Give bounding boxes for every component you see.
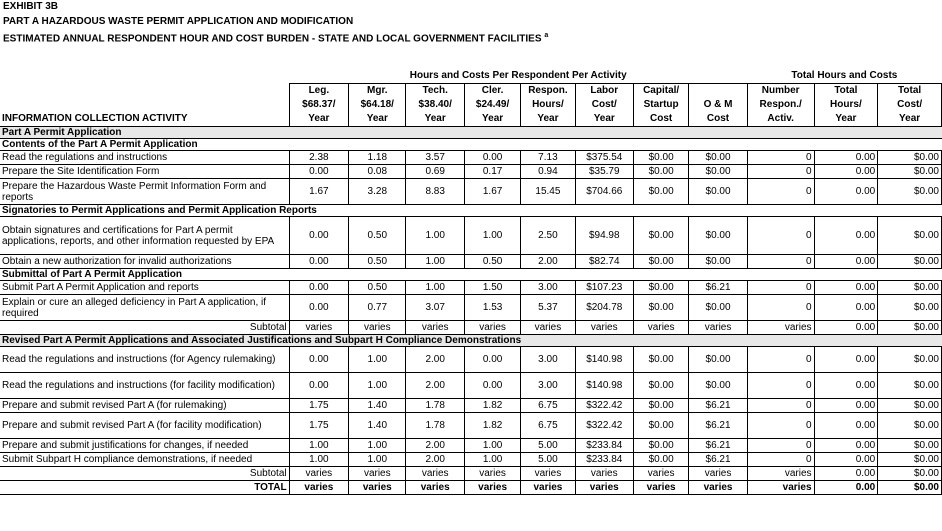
total-hours-cell: 0.00: [814, 295, 878, 321]
capital-cost-cell: $0.00: [633, 439, 688, 453]
leg-hours-cell: 0.00: [289, 217, 348, 255]
total-hours-cell: 0.00: [814, 347, 878, 373]
capital-cost-cell: $0.00: [633, 281, 688, 295]
activity-label: Prepare and submit revised Part A (for facility modification): [0, 413, 289, 439]
table-row: [0, 165, 942, 179]
om-cost-cell: varies: [689, 321, 747, 335]
leg-hours-cell: varies: [289, 467, 348, 481]
tech-hours-cell: 2.00: [406, 453, 464, 467]
col-total-cost-h3: Year: [878, 112, 942, 127]
cler-hours-cell: 1.53: [464, 295, 520, 321]
labor-cost-cell: varies: [575, 481, 633, 495]
table-row: [0, 413, 942, 439]
labor-cost-cell: $82.74: [575, 255, 633, 269]
col-mgr-h1: Mgr.: [349, 84, 406, 99]
total-cost-cell: $0.00: [878, 217, 942, 255]
tech-hours-cell: 1.00: [406, 255, 464, 269]
col-number-h1: Number: [747, 84, 814, 99]
respondent-hours-cell: 2.00: [521, 255, 575, 269]
leg-hours-cell: 0.00: [289, 295, 348, 321]
tech-hours-cell: 3.07: [406, 295, 464, 321]
total-cost-cell: $0.00: [878, 399, 942, 413]
col-tech-h1: Tech.: [406, 84, 464, 99]
total-cost-cell: $0.00: [878, 281, 942, 295]
mgr-hours-cell: varies: [349, 467, 406, 481]
leg-hours-cell: 0.00: [289, 165, 348, 179]
number-respondents-cell: varies: [747, 321, 814, 335]
activity-label: Prepare the Hazardous Waste Permit Information Form and reports: [0, 179, 289, 205]
capital-cost-cell: $0.00: [633, 255, 688, 269]
total-hours-cell: 0.00: [814, 373, 878, 399]
total-cost-cell: $0.00: [878, 295, 942, 321]
leg-hours-cell: 0.00: [289, 347, 348, 373]
total-cost-cell: $0.00: [878, 151, 942, 165]
col-total-hours-h3: Year: [814, 112, 878, 127]
cler-hours-cell: 0.17: [464, 165, 520, 179]
mgr-hours-cell: 1.00: [349, 439, 406, 453]
capital-cost-cell: $0.00: [633, 347, 688, 373]
col-total-hours-h2: Hours/: [814, 98, 878, 112]
footnote-mark: a: [544, 32, 549, 39]
column-header-row-3: [0, 112, 942, 127]
number-respondents-cell: 0: [747, 179, 814, 205]
col-respon-h1: Respon.: [521, 84, 575, 99]
cler-hours-cell: 0.00: [464, 347, 520, 373]
col-activity-header: INFORMATION COLLECTION ACTIVITY: [2, 113, 188, 124]
total-hours-cell: 0.00: [814, 165, 878, 179]
total-hours-cell: 0.00: [814, 281, 878, 295]
subsection-title: Submittal of Part A Permit Application: [0, 269, 942, 281]
number-respondents-cell: 0: [747, 399, 814, 413]
cler-hours-cell: 1.82: [464, 413, 520, 439]
labor-cost-cell: $704.66: [575, 179, 633, 205]
respondent-hours-cell: 3.00: [521, 373, 575, 399]
cler-hours-cell: varies: [464, 467, 520, 481]
capital-cost-cell: $0.00: [633, 295, 688, 321]
col-labor-h3: Year: [575, 112, 633, 127]
om-cost-cell: $0.00: [689, 165, 747, 179]
cler-hours-cell: 1.82: [464, 399, 520, 413]
column-header-row-2: [0, 98, 942, 112]
cler-hours-cell: varies: [464, 321, 520, 335]
respondent-hours-cell: 2.50: [521, 217, 575, 255]
group-header-row: [0, 69, 942, 84]
subsection-header-row: [0, 269, 942, 281]
capital-cost-cell: varies: [633, 321, 688, 335]
activity-label: Read the regulations and instructions (for facility modification): [0, 373, 289, 399]
leg-hours-cell: 1.67: [289, 179, 348, 205]
labor-cost-cell: $140.98: [575, 373, 633, 399]
number-respondents-cell: 0: [747, 165, 814, 179]
activity-label: Explain or cure an alleged deficiency in Part A application, if required: [0, 295, 289, 321]
leg-hours-cell: 0.00: [289, 255, 348, 269]
total-cost-cell: $0.00: [878, 453, 942, 467]
mgr-hours-cell: 1.00: [349, 347, 406, 373]
total-cost-cell: $0.00: [878, 439, 942, 453]
total-hours-cell: 0.00: [814, 321, 878, 335]
mgr-hours-cell: varies: [349, 481, 406, 495]
tech-hours-cell: varies: [406, 321, 464, 335]
leg-hours-cell: varies: [289, 481, 348, 495]
col-number-h2: Respon./: [747, 98, 814, 112]
total-hours-cell: 0.00: [814, 151, 878, 165]
total-hours-cell: 0.00: [814, 439, 878, 453]
table-row: [0, 179, 942, 205]
cler-hours-cell: varies: [464, 481, 520, 495]
tech-hours-cell: 1.78: [406, 399, 464, 413]
number-respondents-cell: varies: [747, 467, 814, 481]
respondent-hours-cell: 5.37: [521, 295, 575, 321]
subtotal-row: [0, 321, 942, 335]
col-cler-h1: Cler.: [464, 84, 520, 99]
capital-cost-cell: $0.00: [633, 151, 688, 165]
table-row: [0, 373, 942, 399]
activity-label: Obtain signatures and certifications for Part A permit applications, reports, and other information requested by EPA: [0, 217, 289, 255]
activity-label: Submit Subpart H compliance demonstrations, if needed: [0, 453, 289, 467]
tech-hours-cell: 3.57: [406, 151, 464, 165]
table-row: [0, 399, 942, 413]
number-respondents-cell: 0: [747, 453, 814, 467]
om-cost-cell: $0.00: [689, 347, 747, 373]
col-capital-h1: Capital/: [633, 84, 688, 99]
cler-hours-cell: 1.00: [464, 453, 520, 467]
labor-cost-cell: $204.78: [575, 295, 633, 321]
col-tech-h3: Year: [406, 112, 464, 127]
number-respondents-cell: varies: [747, 481, 814, 495]
document-title: PART A HAZARDOUS WASTE PERMIT APPLICATION AND MODIFICATION: [3, 16, 354, 27]
subsection-header-row: [0, 139, 942, 151]
respondent-hours-cell: varies: [521, 321, 575, 335]
group-header-per-respondent: Hours and Costs Per Respondent Per Activity: [289, 69, 747, 84]
respondent-hours-cell: varies: [521, 467, 575, 481]
total-cost-cell: $0.00: [878, 373, 942, 399]
labor-cost-cell: $140.98: [575, 347, 633, 373]
respondent-hours-cell: 3.00: [521, 347, 575, 373]
respondent-hours-cell: 3.00: [521, 281, 575, 295]
total-hours-cell: 0.00: [814, 453, 878, 467]
tech-hours-cell: 1.78: [406, 413, 464, 439]
respondent-hours-cell: 7.13: [521, 151, 575, 165]
col-om-h2: O & M: [689, 98, 747, 112]
total-hours-cell: 0.00: [814, 255, 878, 269]
om-cost-cell: $0.00: [689, 217, 747, 255]
tech-hours-cell: 2.00: [406, 373, 464, 399]
respondent-hours-cell: 6.75: [521, 399, 575, 413]
activity-label: Prepare the Site Identification Form: [0, 165, 289, 179]
burden-table: [0, 69, 942, 495]
cler-hours-cell: 0.00: [464, 151, 520, 165]
total-cost-cell: $0.00: [878, 347, 942, 373]
capital-cost-cell: $0.00: [633, 399, 688, 413]
tech-hours-cell: 1.00: [406, 217, 464, 255]
respondent-hours-cell: 15.45: [521, 179, 575, 205]
activity-label: Prepare and submit revised Part A (for rulemaking): [0, 399, 289, 413]
subsection-title: Signatories to Permit Applications and Permit Application Reports: [0, 205, 942, 217]
respondent-hours-cell: 6.75: [521, 413, 575, 439]
mgr-hours-cell: 3.28: [349, 179, 406, 205]
capital-cost-cell: $0.00: [633, 373, 688, 399]
labor-cost-cell: $107.23: [575, 281, 633, 295]
labor-cost-cell: varies: [575, 321, 633, 335]
exhibit-label: EXHIBIT 3B: [3, 1, 59, 12]
labor-cost-cell: $233.84: [575, 439, 633, 453]
mgr-hours-cell: 0.50: [349, 217, 406, 255]
respondent-hours-cell: 5.00: [521, 453, 575, 467]
table-row: [0, 281, 942, 295]
mgr-hours-cell: 1.00: [349, 453, 406, 467]
om-cost-cell: $0.00: [689, 373, 747, 399]
col-total-cost-h1: Total: [878, 84, 942, 99]
table-row: [0, 453, 942, 467]
subsection-header-row: [0, 205, 942, 217]
col-leg-h1: Leg.: [289, 84, 348, 99]
tech-hours-cell: varies: [406, 467, 464, 481]
leg-hours-cell: 0.00: [289, 281, 348, 295]
col-total-cost-h2: Cost/: [878, 98, 942, 112]
labor-cost-cell: $94.98: [575, 217, 633, 255]
total-label: TOTAL: [0, 481, 289, 495]
col-capital-h2: Startup: [633, 98, 688, 112]
tech-hours-cell: 2.00: [406, 439, 464, 453]
col-mgr-h3: Year: [349, 112, 406, 127]
column-header-row-1: [0, 84, 942, 99]
mgr-hours-cell: varies: [349, 321, 406, 335]
table-row: [0, 347, 942, 373]
leg-hours-cell: 1.00: [289, 453, 348, 467]
group-header-total: Total Hours and Costs: [747, 69, 941, 84]
col-om-h3: Cost: [689, 112, 747, 127]
mgr-hours-cell: 1.00: [349, 373, 406, 399]
om-cost-cell: $0.00: [689, 151, 747, 165]
document-subtitle: [3, 29, 548, 45]
labor-cost-cell: $322.42: [575, 399, 633, 413]
total-cost-cell: $0.00: [878, 179, 942, 205]
tech-hours-cell: 0.69: [406, 165, 464, 179]
om-cost-cell: $6.21: [689, 399, 747, 413]
labor-cost-cell: varies: [575, 467, 633, 481]
mgr-hours-cell: 1.40: [349, 399, 406, 413]
total-hours-cell: 0.00: [814, 467, 878, 481]
activity-label: Obtain a new authorization for invalid authorizations: [0, 255, 289, 269]
total-row: [0, 481, 942, 495]
cler-hours-cell: 1.00: [464, 439, 520, 453]
total-hours-cell: 0.00: [814, 179, 878, 205]
activity-label: Prepare and submit justifications for changes, if needed: [0, 439, 289, 453]
capital-cost-cell: varies: [633, 481, 688, 495]
om-cost-cell: $6.21: [689, 413, 747, 439]
tech-hours-cell: varies: [406, 481, 464, 495]
tech-hours-cell: 2.00: [406, 347, 464, 373]
capital-cost-cell: varies: [633, 467, 688, 481]
total-cost-cell: $0.00: [878, 255, 942, 269]
number-respondents-cell: 0: [747, 217, 814, 255]
leg-hours-cell: varies: [289, 321, 348, 335]
total-hours-cell: 0.00: [814, 399, 878, 413]
om-cost-cell: varies: [689, 481, 747, 495]
activity-label: Read the regulations and instructions: [0, 151, 289, 165]
number-respondents-cell: 0: [747, 373, 814, 399]
table-row: [0, 295, 942, 321]
col-mgr-h2: $64.18/: [349, 98, 406, 112]
section-title: Part A Permit Application: [0, 127, 942, 139]
mgr-hours-cell: 1.18: [349, 151, 406, 165]
col-tech-h2: $38.40/: [406, 98, 464, 112]
table-row: [0, 151, 942, 165]
col-om-h1: [689, 84, 747, 99]
total-cost-cell: $0.00: [878, 467, 942, 481]
labor-cost-cell: $35.79: [575, 165, 633, 179]
om-cost-cell: $0.00: [689, 179, 747, 205]
cler-hours-cell: 1.00: [464, 217, 520, 255]
subsection-title: Contents of the Part A Permit Application: [0, 139, 942, 151]
om-cost-cell: $6.21: [689, 439, 747, 453]
leg-hours-cell: 1.00: [289, 439, 348, 453]
col-labor-h2: Cost/: [575, 98, 633, 112]
number-respondents-cell: 0: [747, 413, 814, 439]
col-labor-h1: Labor: [575, 84, 633, 99]
leg-hours-cell: 2.38: [289, 151, 348, 165]
om-cost-cell: $6.21: [689, 281, 747, 295]
mgr-hours-cell: 0.77: [349, 295, 406, 321]
total-cost-cell: $0.00: [878, 321, 942, 335]
col-total-hours-h1: Total: [814, 84, 878, 99]
mgr-hours-cell: 1.40: [349, 413, 406, 439]
col-leg-h3: Year: [289, 112, 348, 127]
respondent-hours-cell: varies: [521, 481, 575, 495]
subtotal-label: Subtotal: [0, 321, 289, 335]
total-hours-cell: 0.00: [814, 217, 878, 255]
tech-hours-cell: 8.83: [406, 179, 464, 205]
capital-cost-cell: $0.00: [633, 453, 688, 467]
subtotal-row: [0, 467, 942, 481]
labor-cost-cell: $233.84: [575, 453, 633, 467]
capital-cost-cell: $0.00: [633, 165, 688, 179]
total-hours-cell: 0.00: [814, 413, 878, 439]
table-row: [0, 255, 942, 269]
number-respondents-cell: 0: [747, 255, 814, 269]
table-row: [0, 439, 942, 453]
col-capital-h3: Cost: [633, 112, 688, 127]
om-cost-cell: varies: [689, 467, 747, 481]
number-respondents-cell: 0: [747, 151, 814, 165]
labor-cost-cell: $322.42: [575, 413, 633, 439]
mgr-hours-cell: 0.50: [349, 281, 406, 295]
col-leg-h2: $68.37/: [289, 98, 348, 112]
capital-cost-cell: $0.00: [633, 179, 688, 205]
leg-hours-cell: 1.75: [289, 399, 348, 413]
number-respondents-cell: 0: [747, 295, 814, 321]
section-header-row: [0, 335, 942, 347]
om-cost-cell: $6.21: [689, 453, 747, 467]
col-number-h3: Activ.: [747, 112, 814, 127]
activity-label: Submit Part A Permit Application and reports: [0, 281, 289, 295]
cler-hours-cell: 1.67: [464, 179, 520, 205]
labor-cost-cell: $375.54: [575, 151, 633, 165]
subtotal-label: Subtotal: [0, 467, 289, 481]
subtitle-text: ESTIMATED ANNUAL RESPONDENT HOUR AND COST BURDEN - STATE AND LOCAL GOVERNMENT FACILITIES: [3, 33, 542, 45]
tech-hours-cell: 1.00: [406, 281, 464, 295]
total-hours-cell: 0.00: [814, 481, 878, 495]
col-respon-h3: Year: [521, 112, 575, 127]
om-cost-cell: $0.00: [689, 255, 747, 269]
number-respondents-cell: 0: [747, 439, 814, 453]
om-cost-cell: $0.00: [689, 295, 747, 321]
table-row: [0, 217, 942, 255]
col-cler-h2: $24.49/: [464, 98, 520, 112]
respondent-hours-cell: 5.00: [521, 439, 575, 453]
section-header-row: [0, 127, 942, 139]
mgr-hours-cell: 0.50: [349, 255, 406, 269]
respondent-hours-cell: 0.94: [521, 165, 575, 179]
cler-hours-cell: 0.50: [464, 255, 520, 269]
total-cost-cell: $0.00: [878, 165, 942, 179]
leg-hours-cell: 1.75: [289, 413, 348, 439]
col-cler-h3: Year: [464, 112, 520, 127]
number-respondents-cell: 0: [747, 281, 814, 295]
activity-label: Read the regulations and instructions (for Agency rulemaking): [0, 347, 289, 373]
leg-hours-cell: 0.00: [289, 373, 348, 399]
col-respon-h2: Hours/: [521, 98, 575, 112]
number-respondents-cell: 0: [747, 347, 814, 373]
cler-hours-cell: 0.00: [464, 373, 520, 399]
cler-hours-cell: 1.50: [464, 281, 520, 295]
capital-cost-cell: $0.00: [633, 413, 688, 439]
mgr-hours-cell: 0.08: [349, 165, 406, 179]
total-cost-cell: $0.00: [878, 481, 942, 495]
total-cost-cell: $0.00: [878, 413, 942, 439]
section-title: Revised Part A Permit Applications and Associated Justifications and Subpart H Compliance Demonstrations: [0, 335, 942, 347]
capital-cost-cell: $0.00: [633, 217, 688, 255]
table-body: [0, 127, 942, 495]
